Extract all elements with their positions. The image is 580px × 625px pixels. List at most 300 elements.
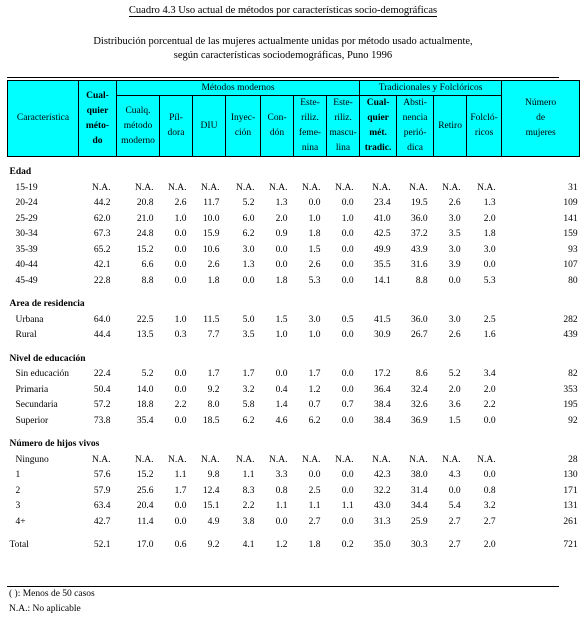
cell-value: 0.0 [483, 260, 496, 270]
cell-value: 12.4 [202, 485, 220, 496]
cell-value: 15.2 [136, 470, 154, 480]
row-label: 20-24 [15, 198, 38, 208]
cell-value: 0.0 [275, 244, 288, 255]
data-table [7, 80, 580, 554]
cell-value: N.A. [92, 454, 111, 465]
cell-value: 2.7 [308, 516, 321, 527]
cell-value: 0.0 [174, 501, 187, 511]
cell-value: N.A. [302, 454, 321, 465]
cell-value: 6.6 [141, 260, 154, 270]
cell-value: 0.0 [341, 415, 354, 426]
cell-value: 0.0 [341, 369, 354, 379]
cell-value: 2.0 [275, 213, 288, 224]
cell-value: 141 [563, 213, 578, 224]
cell-value: 3.8 [242, 516, 255, 527]
cell-value: 0.0 [483, 415, 496, 426]
cell-value: 42.5 [373, 229, 391, 239]
cell-value: 82 [568, 369, 578, 379]
cell-value: 18.5 [202, 415, 220, 426]
cell-value: N.A. [477, 454, 496, 465]
group-label: Edad [9, 167, 32, 177]
cell-value: 1.1 [341, 501, 354, 511]
cell-value: 41.5 [373, 314, 391, 325]
header-tradicionales: Tradicionales y Folclóricos [360, 81, 502, 96]
cell-value: 2.6 [448, 198, 461, 208]
cell-value: 2.2 [174, 400, 187, 410]
cell-value: 0.0 [308, 198, 321, 208]
cell-value: 3.5 [242, 330, 255, 340]
table-header [8, 81, 580, 157]
cell-value: 5.4 [448, 501, 461, 511]
cell-value: 5.0 [242, 314, 255, 325]
cell-value: 5.3 [308, 275, 321, 286]
cell-value: 43.9 [410, 244, 428, 255]
table-body [8, 157, 580, 554]
cell-value: 28 [568, 454, 578, 465]
cell-value: 3.2 [483, 501, 496, 511]
row-label: 1 [15, 470, 21, 480]
cell-value: 2.6 [174, 198, 187, 208]
cell-value: 0.2 [341, 540, 354, 550]
cell-value: 9.2 [207, 540, 220, 550]
cell-value: 3.0 [308, 314, 321, 325]
spacer-row [8, 157, 580, 166]
cell-value: 38.4 [373, 400, 391, 410]
cell-value: 1.0 [341, 213, 354, 224]
spacer-row [8, 289, 580, 297]
cell-value: 62.0 [93, 213, 111, 224]
cell-value: 107 [563, 260, 578, 270]
cell-value: 1.1 [242, 470, 255, 480]
row-label: 45-49 [15, 275, 38, 286]
cell-value: 721 [563, 540, 578, 550]
cell-value: 44.2 [93, 198, 111, 208]
cell-value: N.A. [201, 182, 220, 193]
header-modern-col: Este- riliz. feme- nina [294, 96, 327, 157]
cell-value: 3.6 [448, 400, 461, 410]
cell-value: 2.7 [483, 516, 496, 527]
cell-value: 3.0 [483, 244, 496, 255]
cell-value: 1.0 [308, 213, 321, 224]
cell-value: 35.5 [373, 260, 391, 270]
cell-value: 130 [563, 470, 578, 480]
row-label: Sin educación [15, 369, 70, 379]
spacer-row [8, 429, 580, 437]
cell-value: 1.0 [174, 314, 187, 325]
table-row [8, 313, 580, 329]
table-row [8, 414, 580, 430]
row-label: 40-44 [15, 260, 38, 270]
cell-value: 3.3 [275, 470, 288, 480]
group-label: Area de residencia [9, 299, 85, 309]
table-row [8, 274, 580, 290]
cell-value: 20.4 [136, 501, 154, 511]
cell-value: 353 [563, 384, 578, 395]
cell-value: N.A. [442, 182, 461, 193]
cell-value: 10.0 [202, 213, 220, 224]
cell-value: N.A. [335, 182, 354, 193]
cell-value: 0.6 [174, 540, 187, 550]
cell-value: 1.6 [483, 330, 496, 340]
cell-value: N.A. [442, 454, 461, 465]
cell-value: 0.0 [174, 275, 187, 286]
cell-value: 3.0 [242, 244, 255, 255]
cell-value: 0.5 [341, 314, 354, 325]
header-modern-col: Con- dón [261, 96, 294, 157]
cell-value: 0.0 [341, 485, 354, 496]
cell-value: 43.0 [373, 501, 391, 511]
cell-value: 36.9 [410, 415, 428, 426]
cell-value: 42.1 [93, 260, 111, 270]
cell-value: 0.0 [174, 244, 187, 255]
cell-value: 15.1 [202, 501, 220, 511]
cell-value: 1.7 [174, 485, 187, 496]
table-row [8, 196, 580, 212]
cell-value: 1.8 [483, 229, 496, 239]
cell-value: 0.0 [174, 260, 187, 270]
cell-value: 3.9 [448, 260, 461, 270]
cell-value: 171 [563, 485, 578, 496]
row-label: 4+ [15, 516, 26, 527]
cell-value: 1.5 [275, 314, 288, 325]
header-modern-col: DIU [193, 96, 226, 157]
cell-value: 0.0 [341, 229, 354, 239]
cell-value: 22.4 [93, 369, 111, 379]
cell-value: N.A. [335, 454, 354, 465]
cell-value: 14.1 [373, 275, 391, 286]
cell-value: 2.7 [448, 516, 461, 527]
cell-value: 1.2 [275, 540, 288, 550]
top-rule [7, 77, 559, 78]
cell-value: 36.0 [410, 314, 428, 325]
cell-value: 0.8 [483, 485, 496, 496]
cell-value: N.A. [168, 454, 187, 465]
cell-value: N.A. [201, 454, 220, 465]
cell-value: N.A. [269, 182, 288, 193]
cell-value: 1.8 [275, 275, 288, 286]
cell-value: 0.4 [275, 384, 288, 395]
cell-value: 4.9 [207, 516, 220, 527]
cell-value: 30.9 [373, 330, 391, 340]
cell-value: 1.8 [308, 229, 321, 239]
cell-value: 3.2 [242, 384, 255, 395]
cell-value: 1.3 [483, 198, 496, 208]
cell-value: 0.3 [174, 330, 187, 340]
cell-value: 52.1 [93, 540, 111, 550]
table-row [8, 468, 580, 484]
cell-value: 5.3 [483, 275, 496, 286]
cell-value: 49.9 [373, 244, 391, 255]
cell-value: 32.2 [373, 485, 391, 496]
cell-value: N.A. [168, 182, 187, 193]
cell-value: N.A. [92, 182, 111, 193]
subtitle-line-2: según características sociodemográficas, Puno 1996 [173, 50, 393, 61]
cell-value: 26.7 [410, 330, 428, 340]
cell-value: 63.4 [93, 501, 111, 511]
cell-value: 5.2 [448, 369, 461, 379]
table-row [8, 499, 580, 515]
cell-value: 25.6 [136, 485, 154, 496]
cell-value: 57.9 [93, 485, 111, 496]
cell-value: 17.2 [373, 369, 391, 379]
cell-value: 1.3 [242, 260, 255, 270]
cell-value: 24.8 [136, 229, 154, 239]
cell-value: 8.0 [207, 400, 220, 410]
header-caracteristica: Característica [8, 81, 79, 157]
cell-value: 0.0 [174, 384, 187, 395]
cell-value: 35.0 [373, 540, 391, 550]
table-row [8, 515, 580, 531]
cell-value: 2.0 [483, 540, 496, 550]
cell-value: 131 [563, 501, 578, 511]
cell-value: 0.0 [275, 516, 288, 527]
header-metodos-modernos: Métodos modernos [117, 81, 360, 96]
cell-value: 3.5 [448, 229, 461, 239]
cell-value: 6.2 [242, 229, 255, 239]
cell-value: N.A. [302, 182, 321, 193]
cell-value: 2.5 [483, 314, 496, 325]
header-numero-mujeres: Número de mujeres [502, 81, 580, 157]
cell-value: 2.6 [207, 260, 220, 270]
cell-value: N.A. [372, 182, 391, 193]
cell-value: 1.5 [448, 415, 461, 426]
header-modern-col: Este- riliz. mascu- lina [327, 96, 360, 157]
cell-value: 2.6 [308, 260, 321, 270]
cell-value: N.A. [409, 182, 428, 193]
cell-value: 1.7 [308, 369, 321, 379]
cell-value: N.A. [372, 454, 391, 465]
header-trad-col: Absti- nencia perió- dica [397, 96, 434, 157]
group-header-row [8, 165, 580, 181]
cell-value: 0.9 [275, 229, 288, 239]
cell-value: 0.0 [341, 384, 354, 395]
footnote-not-applicable: N.A.: No aplicable [9, 604, 81, 614]
row-label: Total [9, 540, 29, 550]
total-row [8, 538, 580, 554]
cell-value: 15.9 [202, 229, 220, 239]
footnote-small-cases: ( ): Menos de 50 casos [9, 589, 95, 599]
row-label: Rural [15, 330, 37, 340]
cell-value: 11.4 [137, 516, 154, 527]
cell-value: 5.2 [141, 369, 154, 379]
table-title: Cuadro 4.3 Uso actual de métodos por características socio-demográficas [128, 5, 438, 16]
header-trad-col: Retiro [434, 96, 467, 157]
cell-value: 31.4 [410, 485, 428, 496]
cell-value: 3.4 [483, 369, 496, 379]
cell-value: 36.4 [373, 384, 391, 395]
cell-value: 93 [568, 244, 578, 255]
group-header-row [8, 437, 580, 453]
cell-value: 67.3 [93, 229, 111, 239]
cell-value: 1.5 [308, 244, 321, 255]
cell-value: 109 [563, 198, 578, 208]
cell-value: 6.2 [242, 415, 255, 426]
row-label: Ninguno [15, 454, 49, 465]
group-label: Número de hijos vivos [9, 439, 100, 449]
cell-value: 0.0 [341, 260, 354, 270]
cell-value: 1.3 [275, 198, 288, 208]
cell-value: 0.7 [341, 400, 354, 410]
cell-value: 1.0 [275, 330, 288, 340]
cell-value: 1.8 [308, 540, 321, 550]
table-row [8, 212, 580, 228]
cell-value: 0.0 [275, 260, 288, 270]
cell-value: 0.0 [308, 470, 321, 480]
cell-value: 6.2 [308, 415, 321, 426]
cell-value: 2.2 [483, 400, 496, 410]
cell-value: N.A. [236, 454, 255, 465]
cell-value: 0.0 [341, 470, 354, 480]
cell-value: 11.7 [203, 198, 220, 208]
cell-value: 7.7 [207, 330, 220, 340]
cell-value: 13.5 [136, 330, 154, 340]
cell-value: 282 [563, 314, 578, 325]
cell-value: 0.0 [448, 275, 461, 286]
table-row [8, 181, 580, 197]
cell-value: 23.4 [373, 198, 391, 208]
cell-value: 38.4 [373, 415, 391, 426]
cell-value: 42.7 [93, 516, 111, 527]
cell-value: 4.1 [242, 540, 255, 550]
cell-value: 30.3 [410, 540, 428, 550]
row-label: 30-34 [15, 229, 38, 239]
cell-value: 0.0 [174, 369, 187, 379]
cell-value: 8.6 [415, 369, 428, 379]
cell-value: 92 [568, 415, 578, 426]
cell-value: 64.0 [93, 314, 111, 325]
cell-value: 0.0 [174, 415, 187, 426]
cell-value: N.A. [135, 182, 154, 193]
header-trad-col: Cual- quier mét. tradic. [360, 96, 397, 157]
cell-value: 8.3 [242, 485, 255, 496]
cell-value: 73.8 [93, 415, 111, 426]
cell-value: 2.0 [483, 384, 496, 395]
cell-value: 38.0 [410, 470, 428, 480]
cell-value: N.A. [135, 454, 154, 465]
cell-value: 1.0 [174, 213, 187, 224]
cell-value: 0.0 [341, 198, 354, 208]
cell-value: 1.7 [242, 369, 255, 379]
cell-value: 18.8 [136, 400, 154, 410]
cell-value: 439 [563, 330, 578, 340]
cell-value: 1.4 [275, 400, 288, 410]
table-row [8, 227, 580, 243]
cell-value: 1.0 [308, 330, 321, 340]
row-label: Primaria [15, 384, 49, 395]
cell-value: 9.8 [207, 470, 220, 480]
cell-value: 15.2 [136, 244, 154, 255]
cell-value: 0.0 [174, 229, 187, 239]
cell-value: 22.5 [136, 314, 154, 325]
cell-value: 11.5 [203, 314, 220, 325]
group-header-row [8, 352, 580, 368]
cell-value: 2.0 [483, 213, 496, 224]
table-row [8, 453, 580, 469]
cell-value: 21.0 [136, 213, 154, 224]
cell-value: 22.8 [93, 275, 111, 286]
cell-value: 0.0 [448, 485, 461, 496]
spacer-row [8, 530, 580, 538]
cell-value: 1.8 [207, 275, 220, 286]
spacer-row [8, 344, 580, 352]
cell-value: 5.2 [242, 198, 255, 208]
cell-value: 0.0 [341, 516, 354, 527]
row-label: Secundaria [15, 400, 58, 410]
cell-value: 25.9 [410, 516, 428, 527]
cell-value: 31.6 [410, 260, 428, 270]
cell-value: 0.0 [341, 330, 354, 340]
cell-value: 6.0 [242, 213, 255, 224]
cell-value: 4.3 [448, 470, 461, 480]
row-label: 2 [15, 485, 21, 496]
row-label: 3 [15, 501, 21, 511]
cell-value: 2.7 [448, 540, 461, 550]
cell-value: 3.0 [448, 213, 461, 224]
cell-value: 35.4 [136, 415, 154, 426]
table-row [8, 367, 580, 383]
header-modern-col: Inyec- ción [226, 96, 261, 157]
table-subtitle [0, 35, 566, 63]
cell-value: 2.6 [448, 330, 461, 340]
cell-value: 1.1 [308, 501, 321, 511]
cell-value: 37.2 [410, 229, 428, 239]
cell-value: 41.0 [373, 213, 391, 224]
cell-value: 31.3 [373, 516, 391, 527]
cell-value: 0.0 [275, 369, 288, 379]
cell-value: 19.5 [410, 198, 428, 208]
cell-value: 31 [568, 182, 578, 193]
cell-value: 195 [563, 400, 578, 410]
cell-value: 32.6 [410, 400, 428, 410]
cell-value: 57.2 [93, 400, 111, 410]
cell-value: N.A. [477, 182, 496, 193]
cell-value: 0.8 [275, 485, 288, 496]
cell-value: 8.8 [415, 275, 428, 286]
table-row [8, 484, 580, 500]
row-label: Urbana [15, 314, 44, 325]
cell-value: 2.2 [242, 501, 255, 511]
group-header-row [8, 297, 580, 313]
row-label: Superior [15, 415, 49, 426]
table-row [8, 398, 580, 414]
cell-value: 36.0 [410, 213, 428, 224]
cell-value: 1.2 [308, 384, 321, 395]
cell-value: 20.8 [136, 198, 154, 208]
table-row [8, 383, 580, 399]
cell-value: 1.7 [207, 369, 220, 379]
cell-value: 44.4 [93, 330, 111, 340]
header-modern-col: Píl- dora [160, 96, 193, 157]
cell-value: N.A. [409, 454, 428, 465]
bottom-rule [7, 586, 559, 587]
cell-value: 0.0 [341, 275, 354, 286]
cell-value: 1.1 [174, 470, 187, 480]
header-trad-col: Folcló- ricos [467, 96, 502, 157]
cell-value: 2.5 [308, 485, 321, 496]
table-row [8, 328, 580, 344]
cell-value: 57.6 [93, 470, 111, 480]
cell-value: 159 [563, 229, 578, 239]
row-label: 35-39 [15, 244, 38, 255]
cell-value: 1.1 [275, 501, 288, 511]
row-label: 15-19 [15, 182, 38, 193]
cell-value: N.A. [236, 182, 255, 193]
table-row [8, 243, 580, 259]
group-label: Nivel de educación [9, 353, 86, 364]
cell-value: N.A. [269, 454, 288, 465]
cell-value: 0.7 [308, 400, 321, 410]
cell-value: 3.0 [448, 244, 461, 255]
